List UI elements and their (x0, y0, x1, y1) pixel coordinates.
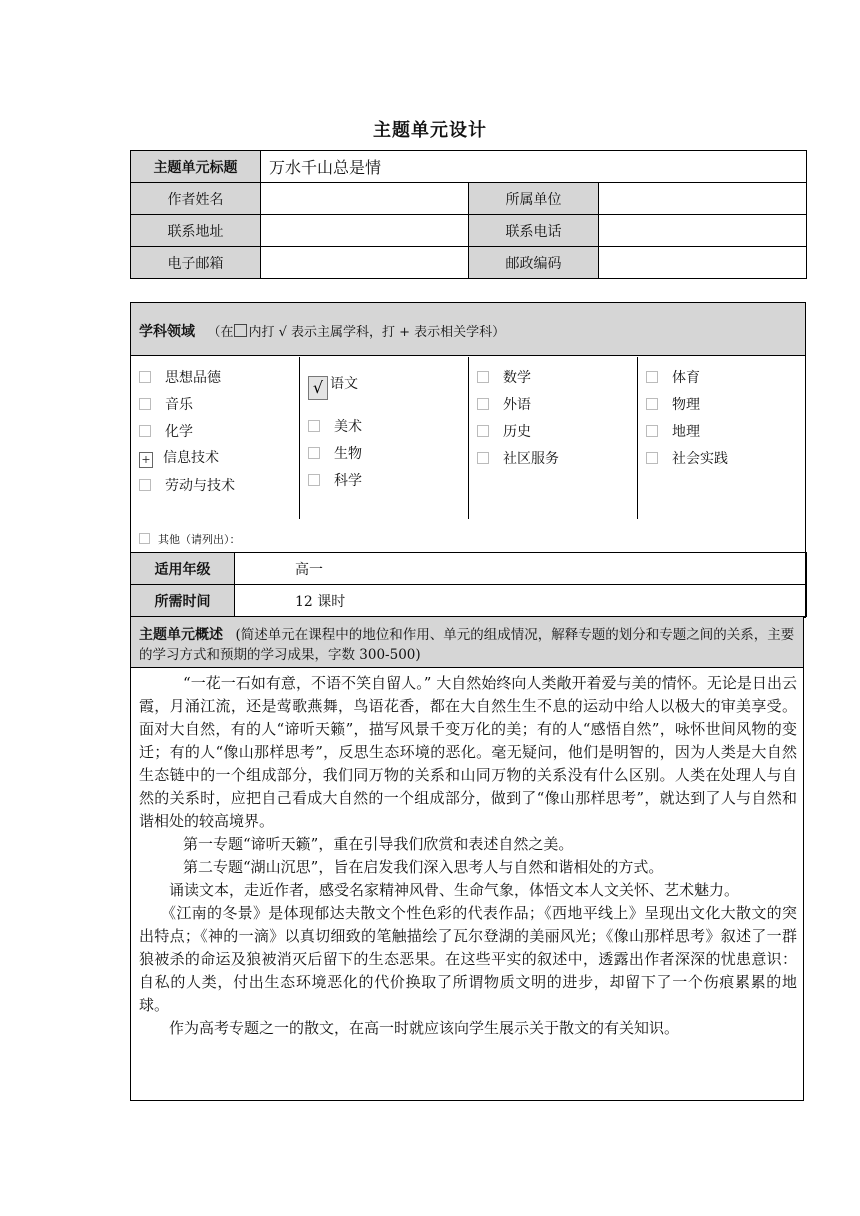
overview-paragraph: “一花一石如有意，不语不笑自留人。” 大自然始终向人类敞开着爱与美的情怀。无论是日出云霞，月涌江流，还是莺歌燕舞，鸟语花香，都在大自然生生不息的运动中给人以极大的审美享受。面对大自然，有的人“谛听天籁”，描写风景千变万化的美；有的人“感悟自然”，咏怀世间风物的变迁；有的人“像山那样思考”，反思生态环境的恶化。毫无疑问，他们是明智的，因为人类是大自然生态链中的一个组成部分，我们同万物的关系和山同万物的关系没有什么区别。人类在处理人与自然的关系时，应把自己看成大自然的一个组成部分，做到了“像山那样思考”，就达到了人与自然和谐相处的较高境界。 (139, 674, 797, 830)
subject-label: 学科领域 (139, 324, 195, 340)
subject-item[interactable]: 物理 (646, 394, 700, 414)
address-label: 联系地址 (131, 215, 261, 247)
org-field[interactable] (599, 183, 807, 215)
checkbox-icon[interactable] (477, 398, 489, 410)
subject-item[interactable]: 美术 (308, 416, 362, 436)
checkbox-icon[interactable] (139, 398, 151, 410)
time-value[interactable]: 12 课时 (235, 585, 807, 617)
subject-column-2 (300, 357, 469, 519)
checkbox-icon[interactable] (139, 425, 151, 437)
overview-paragraph: 《江南的冬景》是体现郁达夫散文个性色彩的代表作品；《西地平线上》呈现出文化大散文的突出特点；《神的一滴》以真切细致的笔触描绘了瓦尔登湖的美丽风光；《像山那样思考》叙述了一群狼被杀的命运及狼被消灭后留下的生态恶果。在这些平实的叙述中，透露出作者深深的忧患意识：自私的人类，付出生态环境恶化的代价换取了所谓物质文明的进步，却留下了一个伤痕累累的地球。 (139, 904, 797, 1014)
checkbox-icon[interactable] (477, 425, 489, 437)
subject-item[interactable]: 思想品德 (139, 367, 221, 387)
check-mark-icon[interactable]: √ (308, 376, 328, 400)
subject-item[interactable]: 外语 (477, 394, 531, 414)
subject-item[interactable]: 社会实践 (646, 448, 728, 468)
subject-header (131, 303, 805, 356)
subject-column-4 (638, 357, 805, 519)
grade-time-table (130, 552, 807, 617)
subject-item[interactable]: 历史 (477, 421, 531, 441)
checkbox-icon[interactable] (477, 452, 489, 464)
subject-item-chinese[interactable]: √ 语文 (308, 373, 358, 400)
checkbox-icon[interactable] (139, 479, 151, 491)
unit-title-label: 主题单元标题 (131, 151, 261, 183)
subject-item[interactable]: 科学 (308, 470, 362, 490)
checkbox-icon[interactable] (308, 447, 320, 459)
checkbox-icon[interactable] (139, 371, 151, 383)
page-title: 主题单元设计 (373, 120, 487, 141)
checkbox-icon[interactable] (477, 371, 489, 383)
address-field[interactable] (261, 215, 469, 247)
overview-label: 主题单元概述 (139, 627, 223, 643)
phone-field[interactable] (599, 215, 807, 247)
checkbox-icon[interactable] (646, 371, 658, 383)
email-field[interactable] (261, 247, 469, 279)
time-label: 所需时间 (131, 585, 235, 617)
overview-header (130, 616, 804, 668)
subject-item[interactable]: + 信息技术 (139, 447, 219, 468)
subject-item[interactable]: 化学 (139, 421, 193, 441)
subject-item[interactable]: 数学 (477, 367, 531, 387)
overview-text[interactable] (130, 668, 804, 1101)
grade-value[interactable]: 高一 (235, 553, 807, 585)
overview-paragraph: 第一专题“谛听天籁”，重在引导我们欣赏和表述自然之美。 (183, 835, 574, 853)
subject-hint-suffix: 内打 √ 表示主属学科，打 + 表示相关学科） (248, 325, 506, 340)
subject-item[interactable]: 体育 (646, 367, 700, 387)
phone-label: 联系电话 (469, 215, 599, 247)
author-label: 作者姓名 (131, 183, 261, 215)
checkbox-icon[interactable] (308, 420, 320, 432)
grade-label: 适用年级 (131, 553, 235, 585)
checkbox-icon[interactable] (308, 474, 320, 486)
subject-item[interactable]: 音乐 (139, 394, 193, 414)
subject-hint-prefix: （在 (207, 325, 234, 340)
checkbox-icon[interactable] (646, 452, 658, 464)
other-subjects[interactable]: 其他（请列出）： (139, 531, 241, 547)
zip-field[interactable] (599, 247, 807, 279)
email-label: 电子邮箱 (131, 247, 261, 279)
subject-column-3 (469, 357, 638, 519)
subject-item[interactable]: 生物 (308, 443, 362, 463)
subject-column-1 (131, 357, 300, 519)
org-label: 所属单位 (469, 183, 599, 215)
author-info-table (130, 150, 807, 279)
author-field[interactable] (261, 183, 469, 215)
overview-paragraph: 作为高考专题之一的散文，在高一时就应该向学生展示关于散文的有关知识。 (169, 1019, 680, 1037)
zip-label: 邮政编码 (469, 247, 599, 279)
unit-title-value[interactable]: 万水千山总是情 (261, 151, 807, 183)
checkbox-icon (234, 324, 247, 337)
overview-paragraph: 诵读文本，走近作者，感受名家精神风骨、生命气象，体悟文本人文关怀、艺术魅力。 (169, 881, 740, 899)
overview-hint: (简述单元在课程中的地位和作用、单元的组成情况，解释专题的划分和专题之间的关系，主要的学习方式和预期的学习成果，字数 300-500) (139, 627, 795, 663)
subject-item[interactable]: 地理 (646, 421, 700, 441)
plus-mark-icon[interactable]: + (139, 452, 153, 468)
subject-item[interactable]: 劳动与技术 (139, 475, 235, 495)
subject-item[interactable]: 社区服务 (477, 448, 559, 468)
overview-paragraph: 第二专题“湖山沉思”，旨在启发我们深入思考人与自然和谐相处的方式。 (183, 858, 664, 876)
checkbox-icon[interactable] (646, 425, 658, 437)
checkbox-icon[interactable] (139, 533, 150, 544)
checkbox-icon[interactable] (646, 398, 658, 410)
